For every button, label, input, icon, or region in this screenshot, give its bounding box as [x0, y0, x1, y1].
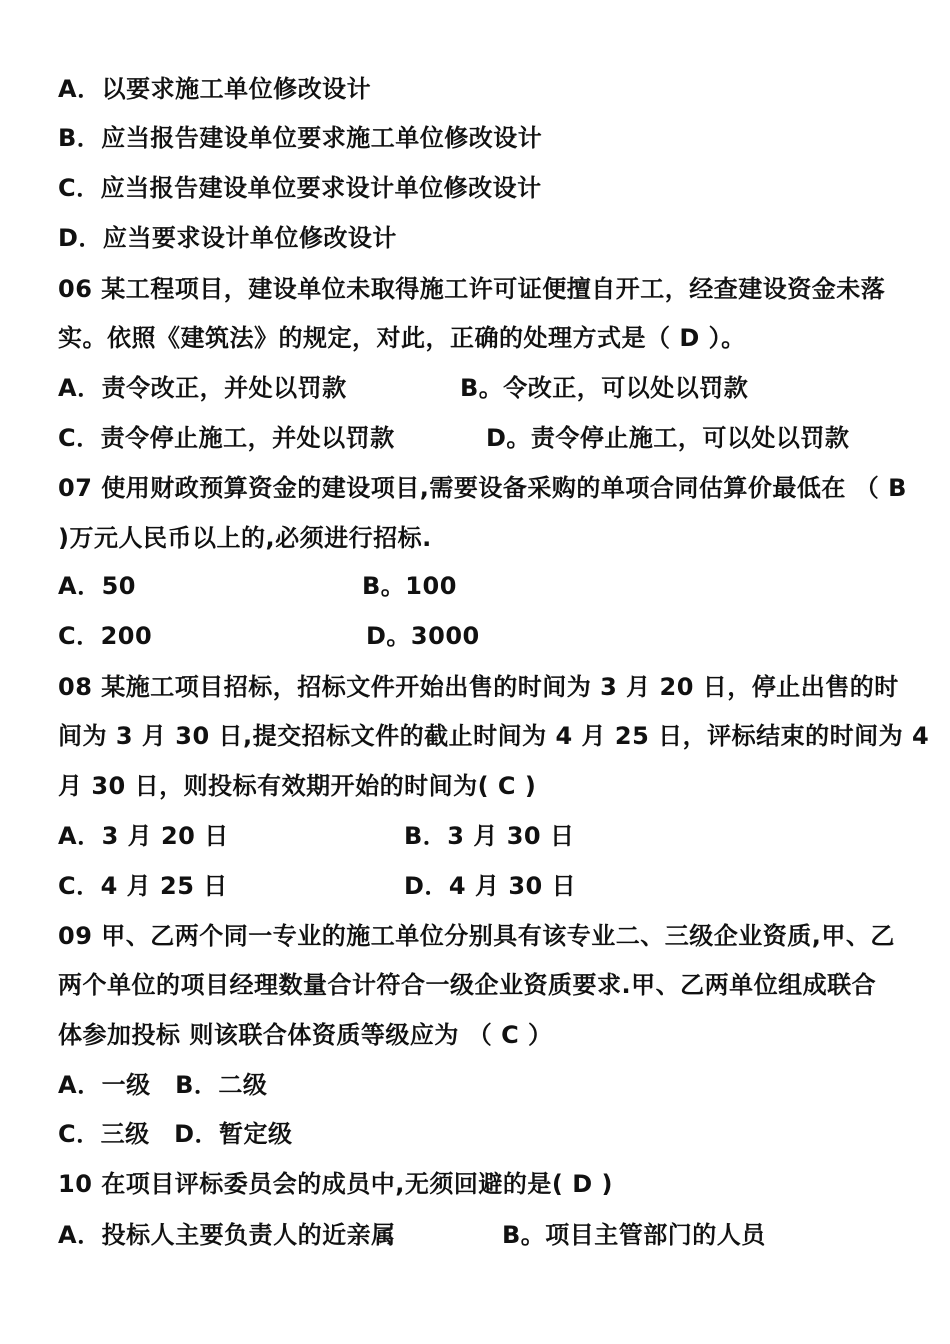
- option-b-q06: B。令改正，可以处以罚款: [460, 374, 749, 402]
- question-07-line-2: )万元人民币以上的,必须进行招标.: [58, 524, 432, 552]
- option-d-q07: D。3000: [366, 622, 480, 650]
- option-d-q08: D．4 月 30 日: [404, 872, 577, 900]
- option-a-q07: A．50: [58, 572, 136, 600]
- options-cd-q09: C．三级 D．暂定级: [58, 1120, 293, 1148]
- option-a-q08: A．3 月 20 日: [58, 822, 229, 850]
- question-08-line-3: 月 30 日，则投标有效期开始的时间为( C ): [58, 772, 537, 800]
- question-08-line-1: 08 某施工项目招标，招标文件开始出售的时间为 3 月 20 日，停止出售的时: [58, 673, 899, 701]
- option-b-q08: B．3 月 30 日: [404, 822, 575, 850]
- option-c-q08: C．4 月 25 日: [58, 872, 228, 900]
- question-07-line-1: 07 使用财政预算资金的建设项目,需要设备采购的单项合同估算价最低在 （ B: [58, 474, 907, 502]
- question-06-line-1: 06 某工程项目，建设单位未取得施工许可证便擅自开工，经查建设资金未落: [58, 275, 886, 303]
- option-a-q10: A．投标人主要负责人的近亲属: [58, 1221, 396, 1249]
- option-a-q05: A．以要求施工单位修改设计: [58, 75, 372, 103]
- question-09-line-1: 09 甲、乙两个同一专业的施工单位分别具有该专业二、三级企业资质,甲、乙: [58, 922, 895, 950]
- question-09-line-2: 两个单位的项目经理数量合计符合一级企业资质要求.甲、乙两单位组成联合: [58, 971, 877, 999]
- options-ab-q09: A．一级 B．二级: [58, 1071, 268, 1099]
- option-a-q06: A．责令改正，并处以罚款: [58, 374, 347, 402]
- question-08-line-2: 间为 3 月 30 日,提交招标文件的截止时间为 4 月 25 日，评标结束的时间为 4: [58, 722, 930, 750]
- option-c-q06: C．责令停止施工，并处以罚款: [58, 424, 395, 452]
- option-b-q05: B．应当报告建设单位要求施工单位修改设计: [58, 124, 543, 152]
- option-b-q10: B。项目主管部门的人员: [502, 1221, 766, 1249]
- question-09-line-3: 体参加投标 则该联合体资质等级应为 （ C ）: [58, 1021, 553, 1049]
- option-c-q07: C．200: [58, 622, 153, 650]
- option-d-q06: D。责令停止施工，可以处以罚款: [486, 424, 850, 452]
- question-06-line-2: 实。依照《建筑法》的规定，对此，正确的处理方式是（ D ）。: [58, 324, 746, 352]
- option-c-q05: C．应当报告建设单位要求设计单位修改设计: [58, 174, 542, 202]
- question-10-line-1: 10 在项目评标委员会的成员中,无须回避的是( D ): [58, 1170, 613, 1198]
- option-d-q05: D．应当要求设计单位修改设计: [58, 224, 397, 252]
- option-b-q07: B。100: [362, 572, 457, 600]
